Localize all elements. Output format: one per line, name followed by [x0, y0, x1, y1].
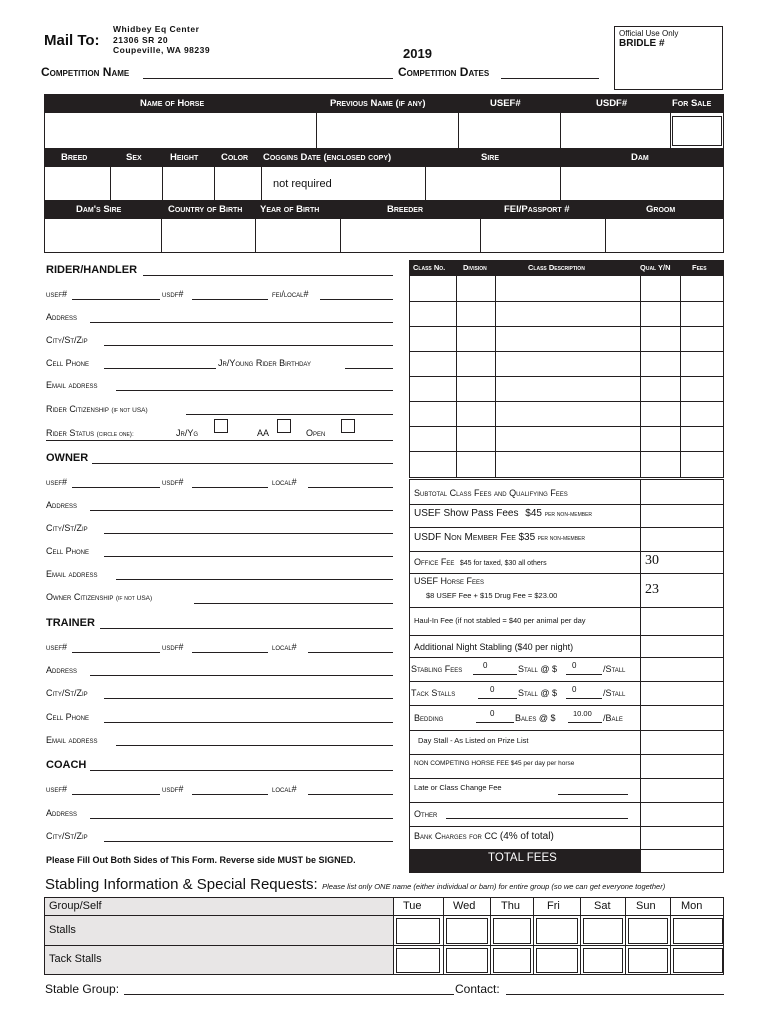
other-field[interactable] — [446, 818, 628, 819]
stabling-per-stall: /Stall — [603, 664, 626, 674]
rider-address-field[interactable] — [90, 322, 393, 323]
tack-qty[interactable]: 0 — [490, 685, 495, 694]
horse-header-row-3 — [44, 200, 724, 218]
contact-label: Contact: — [455, 982, 500, 996]
competition-name-field[interactable] — [143, 78, 393, 79]
bridle-number-label: BRIDLE # — [619, 38, 665, 49]
stable-group-label: Stable Group: — [45, 982, 120, 996]
rider-status-aa-checkbox[interactable] — [277, 419, 291, 433]
day-mon: Mon — [681, 900, 703, 912]
usef-pass-note: per non-member — [544, 511, 593, 518]
owner-email-label: Email address — [46, 569, 98, 579]
tack-fri-input[interactable] — [536, 948, 578, 973]
stalls-mon-input[interactable] — [673, 918, 723, 944]
owner-local-field[interactable] — [308, 487, 393, 488]
height-header: Height — [170, 152, 199, 163]
office-fee-value[interactable]: 30 — [645, 553, 659, 568]
contact-field[interactable] — [506, 994, 724, 995]
trainer-usef-field[interactable] — [72, 652, 160, 653]
trainer-cell-field[interactable] — [104, 722, 393, 723]
trainer-cell-label: Cell Phone — [46, 712, 90, 722]
tack-stalls-label: Tack Stalls — [411, 688, 456, 698]
owner-citizenship-label — [46, 592, 152, 602]
tack-per-stall: /Stall — [603, 688, 626, 698]
tack-mon-input[interactable] — [673, 948, 723, 973]
name-of-horse-header: Name of Horse — [140, 98, 205, 109]
rider-email-field[interactable] — [116, 390, 393, 391]
stable-group-field[interactable] — [124, 994, 454, 995]
late-fee-label: Late or Class Change Fee — [414, 783, 502, 792]
rider-citizenship-text: Rider Citizenship — [46, 404, 109, 414]
for-sale-checkbox[interactable] — [672, 116, 722, 146]
rider-birthday-label: Jr/Young Rider Birthday — [218, 358, 311, 368]
rider-usdf-label: usdf# — [162, 289, 184, 299]
rider-status-label — [46, 428, 134, 438]
class-description-header: Class Description — [528, 263, 585, 272]
tack-sat-input[interactable] — [583, 948, 623, 973]
stabling-note: Please list only ONE name (either individual or barn) for entire group (so we can get everyone together) — [322, 882, 666, 891]
horse-row-3-fields — [44, 218, 724, 253]
tack-thu-input[interactable] — [493, 948, 531, 973]
owner-local-label: local# — [272, 477, 297, 487]
bedding-bales-at: Bales @ $ — [515, 713, 556, 723]
trainer-local-field[interactable] — [308, 652, 393, 653]
stalls-sat-input[interactable] — [583, 918, 623, 944]
haul-in-label: Haul-In Fee (if not stabled = $40 per animal per day — [414, 616, 586, 625]
horse-header-row-1 — [44, 94, 724, 112]
bedding-per-bale: /Bale — [603, 713, 623, 723]
mail-to-label: Mail To: — [44, 32, 100, 49]
stalls-sun-input[interactable] — [628, 918, 668, 944]
owner-cell-field[interactable] — [104, 556, 393, 557]
usef-pass-text: USEF Show Pass Fees — [414, 508, 519, 519]
rider-email-label: Email address — [46, 380, 98, 390]
non-competing-label: NON COMPETING HORSE FEE $45 per day per horse — [414, 760, 575, 767]
day-tue: Tue — [403, 900, 422, 912]
stabling-title — [45, 876, 665, 894]
dam-header: Dam — [631, 152, 649, 163]
country-of-birth-header: Country of Birth — [168, 204, 243, 215]
trainer-address-field[interactable] — [90, 675, 393, 676]
stalls-fri-input[interactable] — [536, 918, 578, 944]
color-header: Color — [221, 152, 249, 163]
tack-tue-input[interactable] — [396, 948, 440, 973]
usdf-nonmember-label — [414, 532, 585, 543]
other-label: Other — [414, 809, 438, 819]
usef-horse-note: $8 USEF Fee + $15 Drug Fee = $23.00 — [426, 591, 558, 600]
address-line-3: Coupeville, WA 98239 — [113, 45, 211, 55]
tack-stalls-row-label: Tack Stalls — [49, 953, 102, 965]
owner-citizenship-text: Owner Citizenship — [46, 592, 114, 602]
day-fri: Fri — [547, 900, 560, 912]
rider-cell-field[interactable] — [104, 368, 216, 369]
usef-horse-label: USEF Horse Fees — [414, 576, 485, 586]
rider-status-jr-checkbox[interactable] — [214, 419, 228, 433]
stabling-title-text: Stabling Information & Special Requests: — [45, 876, 318, 893]
address-line-2: 21306 SR 20 — [113, 34, 169, 45]
coach-usdf-label: usdf# — [162, 784, 184, 794]
subtotal-label: Subtotal Class Fees and Qualifying Fees — [414, 488, 568, 498]
trainer-city-label: City/St/Zip — [46, 688, 88, 698]
owner-section-title: OWNER — [46, 452, 89, 464]
year-of-birth-header: Year of Birth — [260, 204, 320, 215]
form-year: 2019 — [403, 46, 432, 61]
stabling-table — [44, 897, 724, 975]
dams-sire-header: Dam's Sire — [76, 204, 122, 215]
rider-usef-field[interactable] — [72, 299, 160, 300]
office-fee-label — [414, 557, 547, 567]
day-thu: Thu — [501, 900, 520, 912]
office-fee-note: $45 for taxed, $30 all others — [459, 560, 547, 567]
coach-city-label: City/St/Zip — [46, 831, 88, 841]
coggins-value[interactable]: not required — [273, 178, 332, 190]
trainer-local-label: local# — [272, 642, 297, 652]
coach-usdf-field[interactable] — [192, 794, 268, 795]
additional-night-label: Additional Night Stabling ($40 per night) — [414, 642, 574, 652]
coggins-header: Coggins Date (enclosed copy) — [263, 152, 392, 163]
tack-sun-input[interactable] — [628, 948, 668, 973]
competition-dates-label: Competition Dates — [398, 65, 490, 79]
day-sat: Sat — [594, 900, 611, 912]
stabling-fees-label: Stabling Fees — [411, 664, 463, 674]
trainer-email-field[interactable] — [116, 745, 393, 746]
office-fee-text: Office Fee — [414, 557, 455, 567]
class-no-header: Class No. — [413, 263, 446, 272]
previous-name-header: Previous Name (if any) — [330, 98, 426, 109]
stalls-wed-input[interactable] — [446, 918, 488, 944]
coach-section-title: COACH — [46, 759, 87, 771]
official-use-label: Official Use Only — [619, 29, 679, 38]
owner-email-field[interactable] — [116, 579, 393, 580]
stabling-qty[interactable]: 0 — [483, 661, 488, 670]
trainer-section-title: TRAINER — [46, 617, 95, 629]
owner-address-field[interactable] — [90, 510, 393, 511]
for-sale-header: For Sale — [672, 98, 712, 109]
owner-citizenship-note: (if not USA) — [115, 595, 153, 602]
usef-horse-value[interactable]: 23 — [645, 582, 659, 597]
rider-fei-label: fei/local# — [272, 289, 309, 299]
coach-usef-field[interactable] — [72, 794, 160, 795]
bank-charges-text: Bank Charges for CC — [414, 831, 498, 841]
bedding-label: Bedding — [414, 713, 444, 723]
stabling-fees-row — [411, 664, 462, 674]
owner-usdf-label: usdf# — [162, 477, 184, 487]
tack-price[interactable]: 0 — [572, 685, 577, 694]
rider-citizenship-note: (if not USA) — [111, 407, 148, 414]
mail-address — [113, 24, 210, 56]
owner-citizenship-field[interactable] — [194, 603, 393, 604]
rider-status-aa-label: AA — [257, 428, 270, 438]
competition-name-label: Competition Name — [41, 65, 130, 79]
trainer-email-label: Email address — [46, 735, 98, 745]
usdf-nonmember-text: USDF Non Member Fee — [414, 532, 516, 543]
class-table-header — [409, 260, 724, 275]
owner-city-field[interactable] — [104, 533, 393, 534]
stabling-stall-at: Stall @ $ — [518, 664, 558, 674]
coach-city-field[interactable] — [104, 841, 393, 842]
rider-usdf-field[interactable] — [192, 299, 268, 300]
tack-stall-at: Stall @ $ — [518, 688, 558, 698]
day-wed: Wed — [453, 900, 476, 912]
coach-usef-label: usef# — [46, 784, 68, 794]
class-entry-grid[interactable] — [409, 275, 724, 478]
rider-city-label: City/St/Zip — [46, 335, 88, 345]
owner-usef-field[interactable] — [72, 487, 160, 488]
stalls-row-label: Stalls — [49, 924, 76, 936]
usef-header: USEF# — [490, 98, 521, 109]
horse-row-2-fields — [44, 166, 724, 201]
stabling-price[interactable]: 0 — [572, 661, 577, 670]
fei-passport-header: FEI/Passport # — [504, 204, 570, 215]
usdf-nonmember-amount: $35 — [518, 532, 536, 543]
competition-dates-field[interactable] — [501, 78, 599, 79]
groom-header: Groom — [646, 204, 676, 215]
rider-section-title: RIDER/HANDLER — [46, 264, 138, 276]
owner-city-label: City/St/Zip — [46, 523, 88, 533]
usdf-nonmember-note: per non-member — [537, 535, 585, 542]
trainer-usef-label: usef# — [46, 642, 68, 652]
owner-usdf-field[interactable] — [192, 487, 268, 488]
address-line-1: Whidbey Eq Center — [113, 24, 200, 34]
horse-row-1-fields — [44, 112, 724, 149]
breeder-header: Breeder — [387, 204, 424, 215]
rider-cell-label: Cell Phone — [46, 358, 90, 368]
usdf-header: USDF# — [596, 98, 628, 109]
rider-citizenship-label — [46, 404, 148, 414]
rider-city-field[interactable] — [104, 345, 393, 346]
late-fee-field[interactable] — [558, 794, 628, 795]
fees-header: Fees — [692, 263, 707, 272]
day-sun: Sun — [636, 900, 656, 912]
horse-header-row-2 — [44, 148, 724, 166]
tack-wed-input[interactable] — [446, 948, 488, 973]
rider-citizenship-field[interactable] — [186, 414, 393, 415]
rider-status-jr-label: Jr/Yg — [176, 428, 199, 438]
usef-pass-label — [414, 508, 592, 519]
stalls-tue-input[interactable] — [396, 918, 440, 944]
owner-address-label: Address — [46, 500, 78, 510]
coach-local-label: local# — [272, 784, 297, 794]
total-fees-label: TOTAL FEES — [488, 852, 557, 864]
bedding-price[interactable]: 10.00 — [573, 709, 592, 718]
day-stall-label: Day Stall - As Listed on Prize List — [418, 736, 529, 745]
usef-pass-amount: $45 — [525, 508, 542, 519]
trainer-usdf-label: usdf# — [162, 642, 184, 652]
rider-status-open-label: Open — [306, 428, 326, 438]
official-use-box — [614, 26, 723, 90]
bank-charges-label — [414, 831, 554, 842]
rider-fei-field[interactable] — [320, 299, 393, 300]
signature-reminder: Please Fill Out Both Sides of This Form. Reverse side MUST be SIGNED. — [46, 855, 356, 865]
division-header: Division — [463, 263, 487, 272]
sire-header: Sire — [481, 152, 500, 163]
coach-address-field[interactable] — [90, 818, 393, 819]
bank-charges-pct: (4% of total) — [499, 831, 554, 842]
rider-status-note: (circle one): — [96, 431, 134, 438]
group-self-label: Group/Self — [49, 900, 102, 912]
sex-header: Sex — [126, 152, 142, 163]
breed-header: Breed — [61, 152, 88, 163]
rider-usef-label: usef# — [46, 289, 68, 299]
rider-status-text: Rider Status — [46, 428, 95, 438]
trainer-usdf-field[interactable] — [192, 652, 268, 653]
stalls-thu-input[interactable] — [493, 918, 531, 944]
owner-usef-label: usef# — [46, 477, 68, 487]
bedding-qty[interactable]: 0 — [490, 709, 495, 718]
coach-local-field[interactable] — [308, 794, 393, 795]
trainer-city-field[interactable] — [104, 698, 393, 699]
rider-status-open-checkbox[interactable] — [341, 419, 355, 433]
qual-header: Qual Y/N — [640, 263, 671, 272]
owner-cell-label: Cell Phone — [46, 546, 90, 556]
coach-address-label: Address — [46, 808, 78, 818]
rider-birthday-field[interactable] — [345, 368, 393, 369]
rider-address-label: Address — [46, 312, 78, 322]
trainer-address-label: Address — [46, 665, 78, 675]
